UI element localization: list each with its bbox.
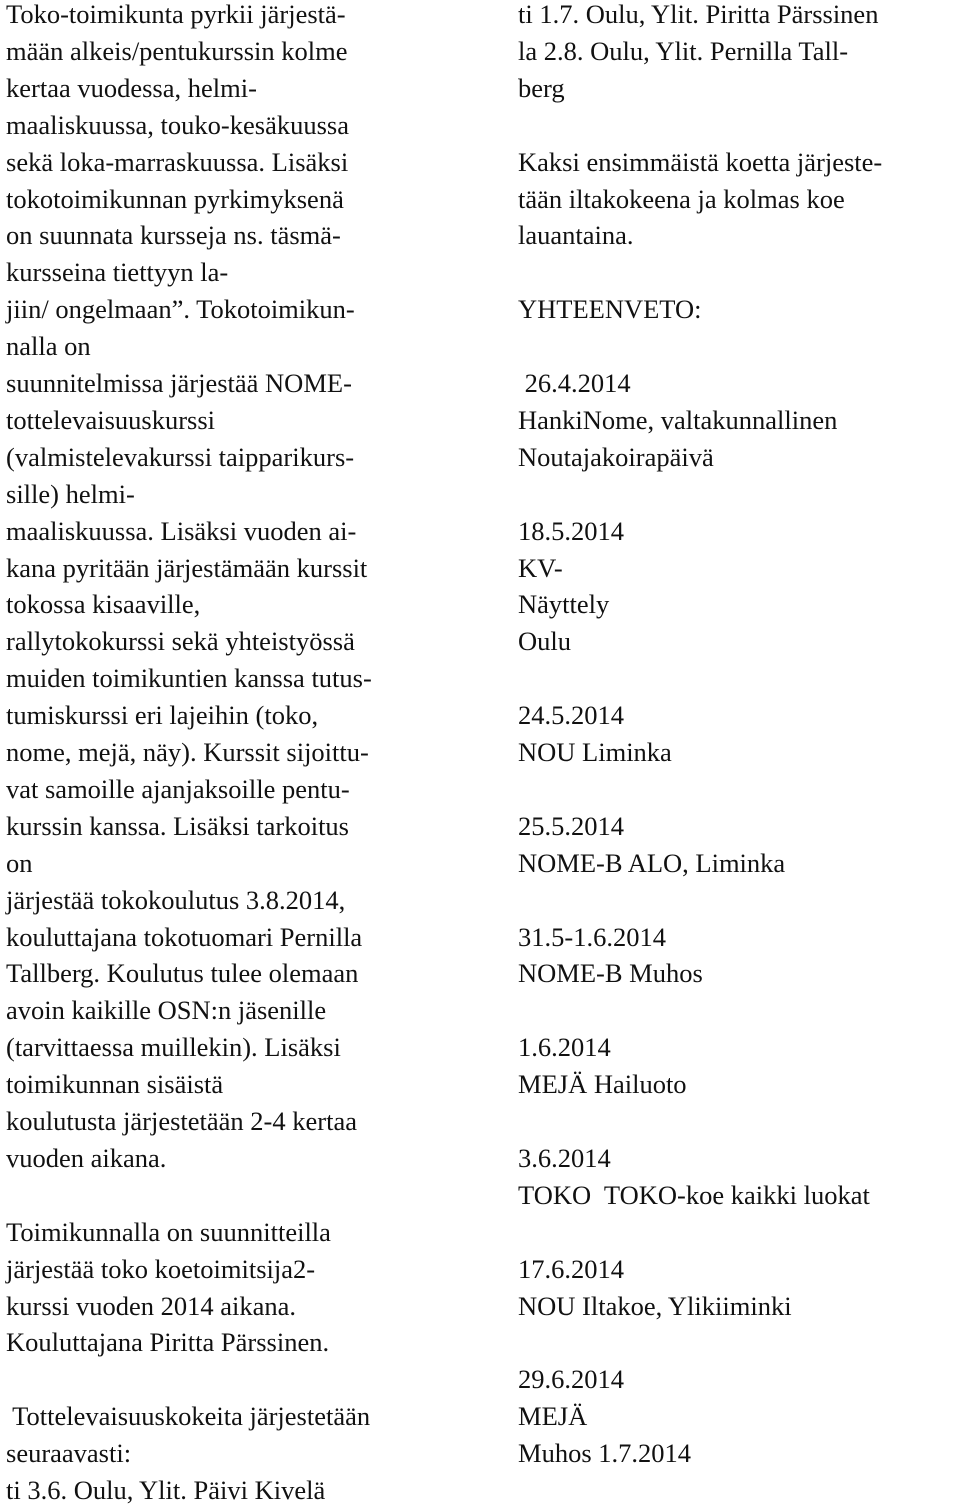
left-column-line: suunnitelmissa järjestää NOME- — [6, 368, 352, 398]
left-column-line: ti 3.6. Oulu, Ylit. Päivi Kivelä — [6, 1475, 326, 1505]
right-column-line: KV- — [518, 552, 563, 583]
left-column-line: Toko-toimikunta pyrkii järjestä- — [6, 0, 346, 29]
left-column-line: tokotoimikunnan pyrkimyksenä — [6, 183, 344, 214]
right-column-line: 24.5.2014 — [518, 700, 624, 731]
right-column-line: TOKO TOKO-koe kaikki luokat — [518, 1179, 870, 1210]
left-column-line: (valmistelevakurssi taipparikurs- — [6, 441, 355, 472]
right-column-line: NOME-B ALO, Liminka — [518, 847, 786, 878]
right-column-line: ti 1.7. Oulu, Ylit. Piritta Pärssinen — [518, 0, 879, 29]
left-column-line: kurssin kanssa. Lisäksi tarkoitus — [6, 810, 349, 841]
left-column-line: kertaa vuodessa, helmi- — [6, 72, 257, 103]
left-column-line: järjestää tokokoulutus 3.8.2014, — [6, 884, 346, 915]
right-column-line: Muhos 1.7.2014 — [518, 1438, 692, 1469]
right-column-line: Näyttely — [518, 589, 610, 620]
right-column-line: 31.5-1.6.2014 — [518, 921, 666, 952]
right-column-line: MEJÄ Hailuoto — [518, 1069, 687, 1100]
left-column-line: sekä loka-marraskuussa. Lisäksi — [6, 146, 349, 177]
right-column-line: MEJÄ — [518, 1401, 588, 1432]
left-column-line: toimikunnan sisäistä — [6, 1069, 224, 1100]
right-column-line: 25.5.2014 — [518, 810, 624, 841]
left-column-line: Kouluttajana Piritta Pärssinen. — [6, 1327, 330, 1358]
right-column-line: Noutajakoirapäivä — [518, 441, 714, 472]
left-column-line: järjestää toko koetoimitsija2- — [6, 1253, 316, 1284]
left-column-line: tokossa kisaaville, — [6, 589, 201, 620]
right-column-line: 3.6.2014 — [518, 1142, 611, 1173]
right-column-line: lauantaina. — [518, 220, 634, 251]
left-column-line: kursseina tiettyyn la- — [6, 257, 229, 288]
right-column-line: Oulu — [518, 626, 571, 657]
right-column-line: YHTEENVETO: — [518, 294, 702, 325]
left-column-line: jiin/ ongelmaan”. Tokotoimikun- — [6, 294, 355, 325]
left-column-line: sille) helmi- — [6, 478, 135, 509]
right-column-line: berg — [518, 72, 565, 103]
left-column-line: rallytokokurssi sekä yhteistyössä — [6, 626, 355, 657]
right-column-line: tään iltakokeena ja kolmas koe — [518, 183, 845, 214]
left-column-line: avoin kaikille OSN:n jäsenille — [6, 995, 327, 1026]
right-column-line: Kaksi ensimmäistä koetta järjeste- — [518, 146, 883, 177]
left-column-line: seuraavasti: — [6, 1438, 132, 1469]
left-column-line: Toimikunnalla on suunnitteilla — [6, 1216, 331, 1247]
right-column-line: NOME-B Muhos — [518, 958, 703, 989]
left-column-line: vuoden aikana. — [6, 1142, 167, 1173]
right-column-line: 17.6.2014 — [518, 1253, 624, 1284]
left-column-line: muiden toimikuntien kanssa tutus- — [6, 663, 372, 694]
left-column-line: mään alkeis/pentukurssin kolme — [6, 35, 348, 66]
left-column-line: Tallberg. Koulutus tulee olemaan — [6, 958, 359, 989]
right-column-line: 26.4.2014 — [518, 368, 631, 398]
left-column-line: kurssi vuoden 2014 aikana. — [6, 1290, 296, 1321]
right-column-line: 1.6.2014 — [518, 1032, 611, 1063]
left-column-line: nalla on — [6, 331, 91, 362]
left-column-line: maaliskuussa. Lisäksi vuoden ai- — [6, 515, 357, 546]
left-column-line: tottelevaisuuskurssi — [6, 404, 216, 435]
left-column-line: tumiskurssi eri lajeihin (toko, — [6, 700, 319, 731]
right-column-line: 18.5.2014 — [518, 515, 624, 546]
right-column-line: 29.6.2014 — [518, 1364, 624, 1395]
left-column-line: on suunnata kursseja ns. täsmä- — [6, 220, 341, 251]
right-column-line: NOU Iltakoe, Ylikiiminki — [518, 1290, 792, 1321]
left-column-line: kana pyritään järjestämään kurssit — [6, 552, 368, 583]
right-column-line: la 2.8. Oulu, Ylit. Pernilla Tall- — [518, 35, 849, 66]
left-column-line: maaliskuussa, touko-kesäkuussa — [6, 109, 349, 140]
left-column-line: on — [6, 847, 33, 878]
left-column-line: nome, mejä, näy). Kurssit sijoittu- — [6, 737, 369, 767]
left-column-line: vat samoille ajanjaksoille pentu- — [6, 773, 350, 804]
left-column-line: (tarvittaessa muillekin). Lisäksi — [6, 1032, 341, 1063]
left-column-line: koulutusta järjestetään 2-4 kertaa — [6, 1106, 357, 1136]
right-column-line: HankiNome, valtakunnallinen — [518, 404, 838, 435]
left-column-line: Tottelevaisuuskokeita järjestetään — [6, 1401, 371, 1432]
right-column-line: NOU Liminka — [518, 737, 672, 767]
left-column-line: kouluttajana tokotuomari Pernilla — [6, 921, 363, 952]
